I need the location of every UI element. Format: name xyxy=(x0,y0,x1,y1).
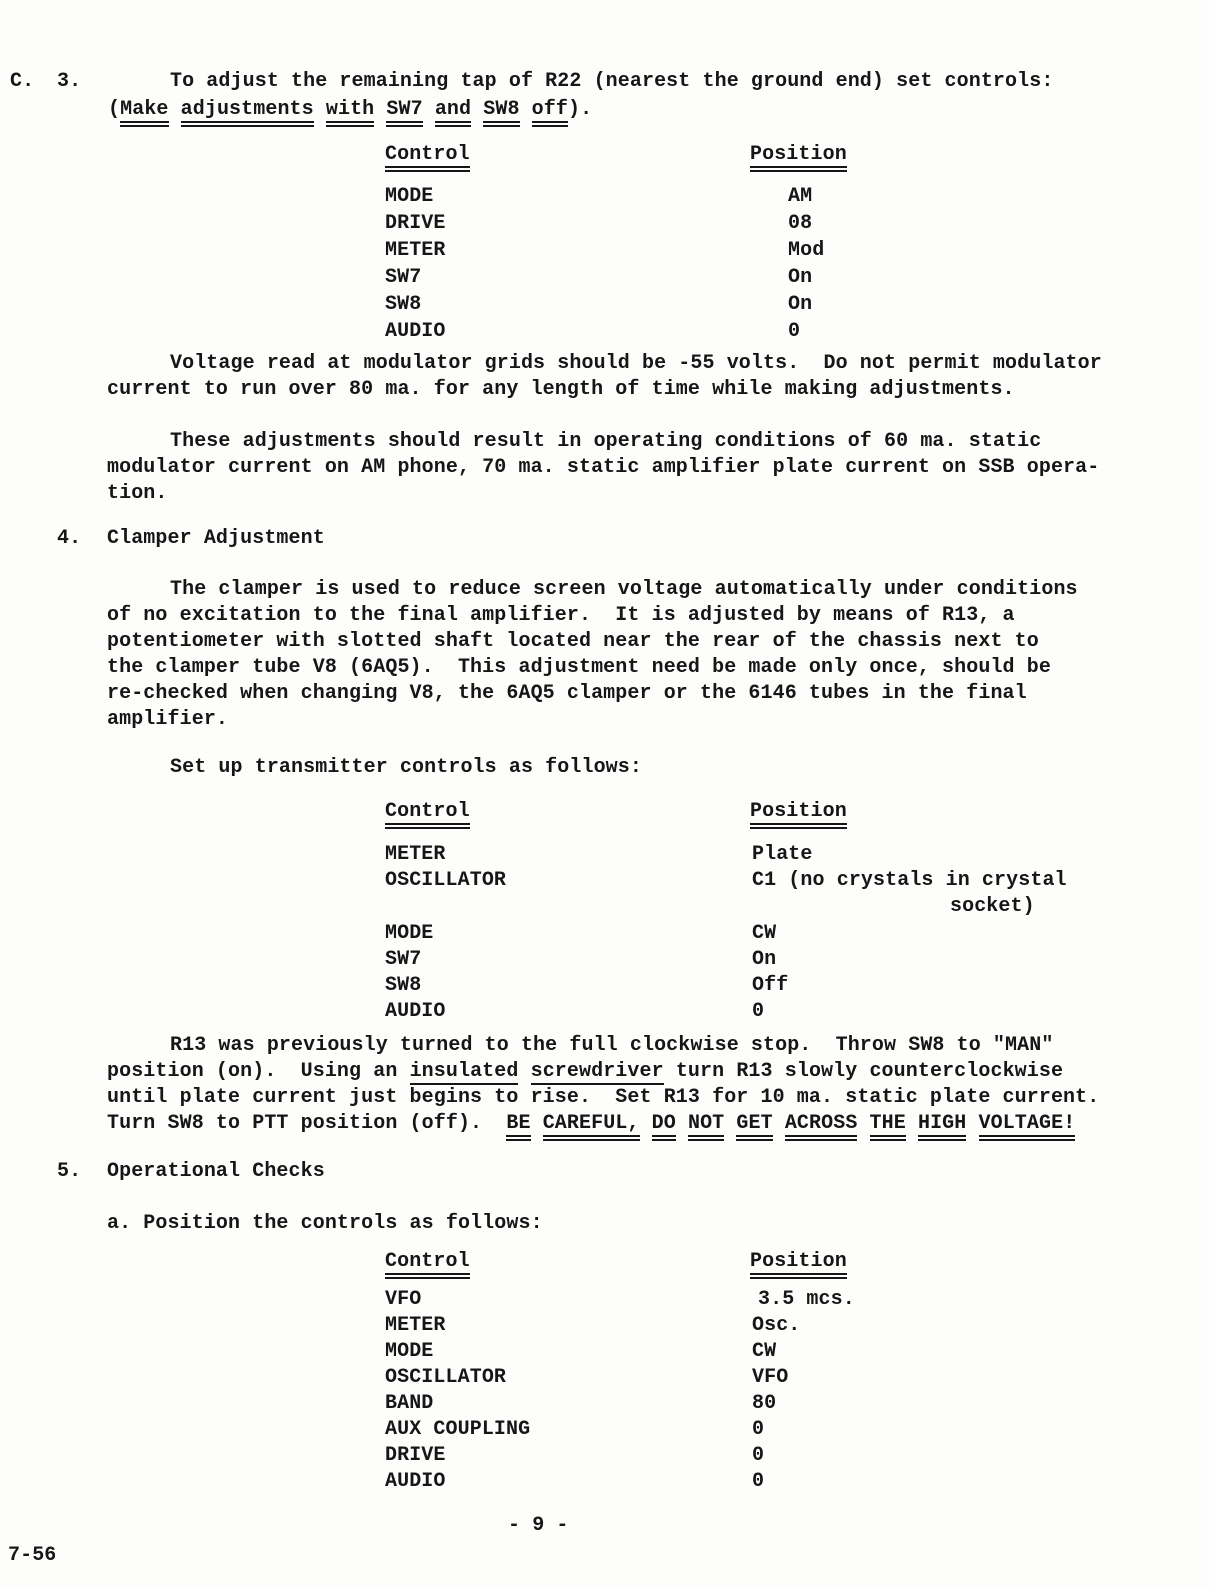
table-row-value: On xyxy=(788,266,813,289)
table-row-label: BAND xyxy=(385,1392,434,1415)
table-row-value: VFO xyxy=(752,1366,789,1389)
underlined-word: adjustments xyxy=(180,98,314,121)
table-row-value: 3.5 mcs. xyxy=(758,1288,855,1311)
section-4-number: 4. xyxy=(57,527,82,550)
table-row-label: VFO xyxy=(385,1288,422,1311)
table2-header-position xyxy=(750,800,847,824)
column-header: Position xyxy=(750,800,847,823)
table-row-value: Osc. xyxy=(752,1314,801,1337)
caution-word: VOLTAGE! xyxy=(978,1112,1076,1135)
paragraph-line: R13 was previously turned to the full clockwise stop. Throw SW8 to "MAN" xyxy=(170,1034,1054,1057)
underlined-word: SW7 xyxy=(386,98,423,121)
page-number: - 9 - xyxy=(508,1514,569,1537)
section-4-title: Clamper Adjustment xyxy=(107,527,325,550)
table-row-label: MODE xyxy=(385,922,434,945)
paragraph-line xyxy=(107,1112,1075,1136)
column-header: Control xyxy=(385,143,470,166)
table-row-value-continuation: socket) xyxy=(950,895,1035,918)
table-row-value: AM xyxy=(788,185,813,208)
table-row-label: MODE xyxy=(385,185,434,208)
table-row-label: AUDIO xyxy=(385,1000,446,1023)
table3-header-control xyxy=(385,1250,470,1274)
caution-word: CAREFUL, xyxy=(542,1112,640,1135)
column-header: Control xyxy=(385,1250,470,1273)
table-row-value: C1 (no crystals in crystal xyxy=(752,869,1067,892)
paragraph-line: until plate current just begins to rise. Set R13 for 10 ma. static plate current. xyxy=(107,1086,1100,1109)
paragraph-line: modulator current on AM phone, 70 ma. static amplifier plate current on SSB opera- xyxy=(107,456,1100,479)
column-header: Position xyxy=(750,143,847,166)
table-row-label: SW8 xyxy=(385,293,422,316)
paragraph-line: re-checked when changing V8, the 6AQ5 clamper or the 6146 tubes in the final xyxy=(107,682,1027,705)
section-5-title: Operational Checks xyxy=(107,1160,325,1183)
caution-word: GET xyxy=(736,1112,773,1135)
table-row-label: METER xyxy=(385,843,446,866)
table-row-value: On xyxy=(752,948,777,971)
table-row-value: CW xyxy=(752,922,777,945)
table-row-value: 80 xyxy=(752,1392,777,1415)
caution-word: NOT xyxy=(687,1112,725,1135)
table-row-label: DRIVE xyxy=(385,1444,446,1467)
underlined-word: with xyxy=(325,98,375,121)
table-row-label: DRIVE xyxy=(385,212,446,235)
table1-header-control xyxy=(385,143,470,167)
caution-word: THE xyxy=(869,1112,906,1135)
section-3-intro: To adjust the remaining tap of R22 (nearest the ground end) set controls: xyxy=(170,70,1054,93)
paragraph-line: of no excitation to the final amplifier. It is adjusted by means of R13, a xyxy=(107,604,1015,627)
section-3-conditions xyxy=(108,98,592,122)
table-row-value: Mod xyxy=(788,239,825,262)
paragraph-line: Voltage read at modulator grids should be -55 volts. Do not permit modulator xyxy=(170,352,1102,375)
caution-word: HIGH xyxy=(917,1112,967,1135)
paren-open: ( xyxy=(108,98,121,121)
table3-header-position xyxy=(750,1250,847,1274)
table-row-value: Plate xyxy=(752,843,813,866)
paragraph-line: current to run over 80 ma. for any length of time while making adjustments. xyxy=(107,378,1015,401)
doc-code: 7-56 xyxy=(8,1544,57,1567)
paragraph-line: the clamper tube V8 (6AQ5). This adjustment need be made only once, should be xyxy=(107,656,1051,679)
paragraph-line xyxy=(107,1060,1063,1084)
paren-close: ). xyxy=(567,98,593,121)
line-text: turn R13 slowly counterclockwise xyxy=(663,1060,1064,1083)
table-row-label: SW8 xyxy=(385,974,422,997)
table-row-value: On xyxy=(788,293,813,316)
underlined-word: SW8 xyxy=(483,98,520,121)
caution-word: BE xyxy=(506,1112,531,1135)
table-row-label: AUX COUPLING xyxy=(385,1418,531,1441)
table-row-label: SW7 xyxy=(385,948,422,971)
table-row-value: CW xyxy=(752,1340,777,1363)
underlined-word: insulated xyxy=(409,1060,519,1083)
paragraph-line: potentiometer with slotted shaft located near the rear of the chassis next to xyxy=(107,630,1039,653)
table-row-value: 0 xyxy=(752,1000,765,1023)
table-row-label: MODE xyxy=(385,1340,434,1363)
column-header: Control xyxy=(385,800,470,823)
table-row-label: SW7 xyxy=(385,266,422,289)
table-row-label: METER xyxy=(385,239,446,262)
table-row-value: Off xyxy=(752,974,789,997)
line-text: Turn SW8 to PTT position (off). xyxy=(107,1112,507,1135)
underlined-word: screwdriver xyxy=(530,1060,664,1083)
table-row-value: 0 xyxy=(752,1470,765,1493)
underlined-word: Make xyxy=(120,98,169,121)
underlined-word: off xyxy=(531,98,568,121)
section-5-number: 5. xyxy=(57,1160,82,1183)
paragraph-line: tion. xyxy=(107,482,168,505)
caution-word: DO xyxy=(651,1112,676,1135)
table1-header-position xyxy=(750,143,847,167)
underlined-word: and xyxy=(434,98,472,121)
paragraph-line: The clamper is used to reduce screen voltage automatically under conditions xyxy=(170,578,1078,601)
table-row-value: 0 xyxy=(752,1444,765,1467)
setup-instruction: Set up transmitter controls as follows: xyxy=(170,756,642,779)
table-row-label: OSCILLATOR xyxy=(385,869,507,892)
table-row-label: AUDIO xyxy=(385,320,446,343)
item-a-line: a. Position the controls as follows: xyxy=(107,1212,543,1235)
table-row-label: AUDIO xyxy=(385,1470,446,1493)
column-header: Position xyxy=(750,1250,847,1273)
paragraph-line: amplifier. xyxy=(107,708,229,731)
caution-word: ACROSS xyxy=(784,1112,858,1135)
line-text: position (on). Using an xyxy=(107,1060,410,1083)
table-row-value: 0 xyxy=(788,320,801,343)
paragraph-line: These adjustments should result in operating conditions of 60 ma. static xyxy=(170,430,1042,453)
table2-header-control xyxy=(385,800,470,824)
table-row-value: 08 xyxy=(788,212,813,235)
section-3-number: 3. xyxy=(57,70,82,93)
table-row-value: 0 xyxy=(752,1418,765,1441)
table-row-label: METER xyxy=(385,1314,446,1337)
table-row-label: OSCILLATOR xyxy=(385,1366,507,1389)
section-outer-label: C. xyxy=(10,70,35,93)
